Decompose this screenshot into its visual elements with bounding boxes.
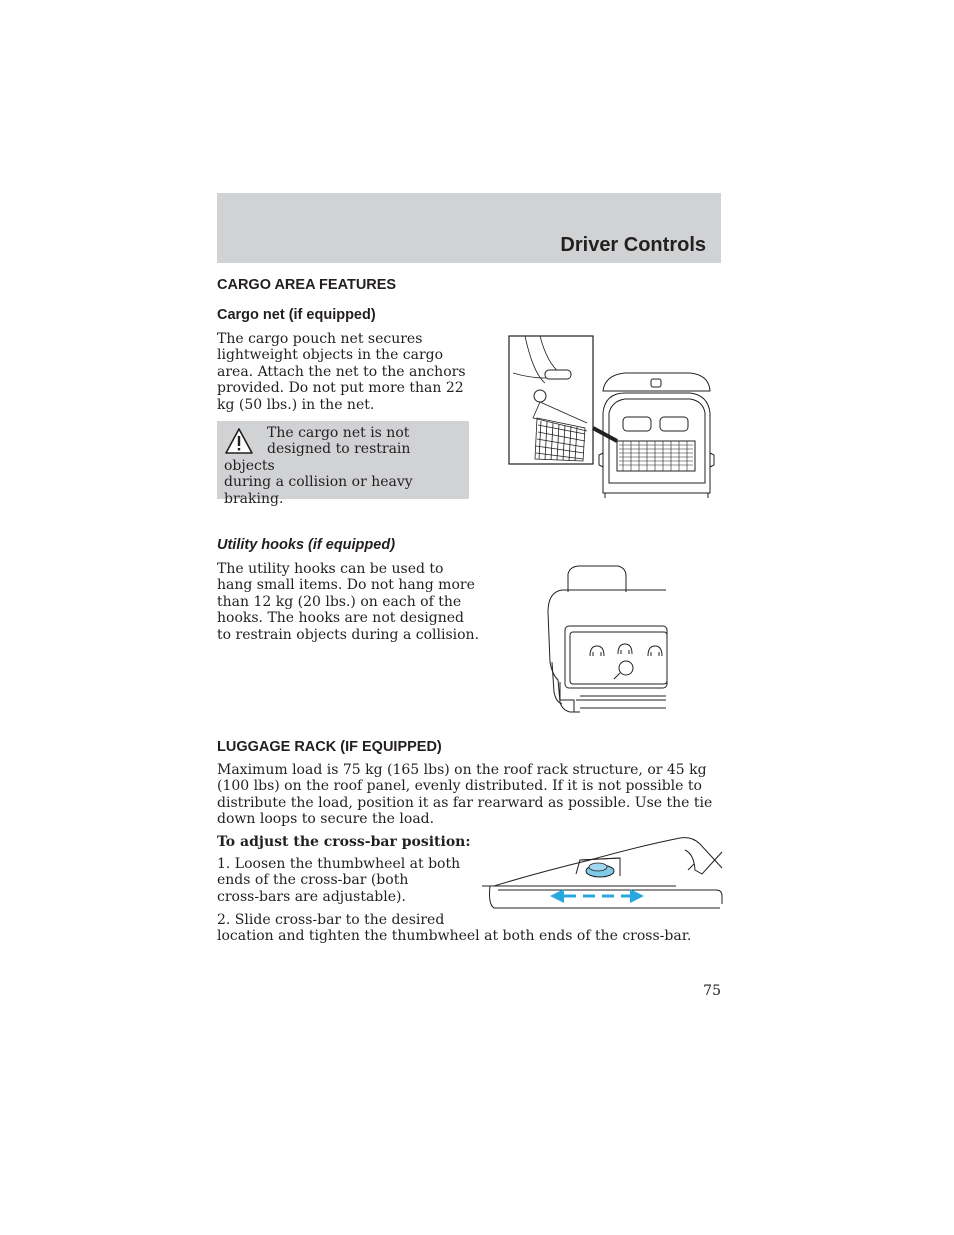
luggage-rack-heading: LUGGAGE RACK (IF EQUIPPED): [217, 739, 442, 755]
text-line: than 12 kg (20 lbs.) on each of the: [217, 593, 462, 610]
text-line: The cargo pouch net secures: [217, 331, 423, 347]
text-line: lightweight objects in the cargo: [217, 347, 444, 364]
step-1-text: [217, 856, 467, 905]
utility-hooks-text: [217, 561, 487, 643]
cargo-net-subheading: Cargo net (if equipped): [217, 307, 376, 323]
text-line: The cargo net is not: [267, 425, 410, 441]
text-line: braking.: [224, 490, 284, 507]
luggage-rack-text: [217, 762, 737, 828]
warning-box: [217, 421, 469, 507]
text-line: (100 lbs) on the roof panel, evenly distributed. If it is not possible to: [217, 778, 702, 795]
text-line: hang small items. Do not hang more: [217, 577, 475, 594]
text-line: designed to restrain objects: [224, 441, 411, 474]
utility-hooks-subheading: Utility hooks (if equipped): [217, 537, 396, 553]
text-line: location and tighten the thumbwheel at both ends of the cross-bar.: [217, 928, 692, 945]
text-line: hooks. The hooks are not designed: [217, 610, 464, 627]
cargo-heading: CARGO AREA FEATURES: [217, 277, 397, 293]
text-line: ends of the cross-bar (both: [217, 872, 409, 889]
page-number: 75: [703, 983, 721, 999]
step-2-text: [217, 912, 737, 945]
text-line: kg (50 lbs.) in the net.: [217, 396, 375, 413]
text-line: down loops to secure the load.: [217, 811, 435, 828]
cargo-net-illustration: [505, 333, 720, 498]
text-line: 2. Slide cross-bar to the desired: [217, 912, 445, 928]
text-line: cross-bars are adjustable).: [217, 888, 406, 905]
page-title: Driver Controls: [560, 234, 706, 256]
text-line: The utility hooks can be used to: [217, 561, 444, 577]
text-line: distribute the load, position it as far rearward as possible. Use the tie: [217, 794, 713, 811]
text-line: 1. Loosen the thumbwheel at both: [217, 856, 461, 872]
utility-hooks-illustration: [540, 562, 668, 720]
adjust-crossbar-label: To adjust the cross-bar position:: [217, 834, 471, 850]
header-band: [217, 193, 721, 263]
warning-text: [224, 425, 464, 507]
text-line: area. Attach the net to the anchors: [217, 363, 466, 380]
slide-direction-arrow-icon: [546, 886, 648, 906]
text-line: during a collision or heavy: [224, 474, 413, 491]
cargo-net-text: [217, 331, 477, 413]
text-line: Maximum load is 75 kg (165 lbs) on the roof rack structure, or 45 kg: [217, 762, 707, 778]
text-line: to restrain objects during a collision.: [217, 626, 480, 643]
text-line: provided. Do not put more than 22: [217, 380, 464, 397]
